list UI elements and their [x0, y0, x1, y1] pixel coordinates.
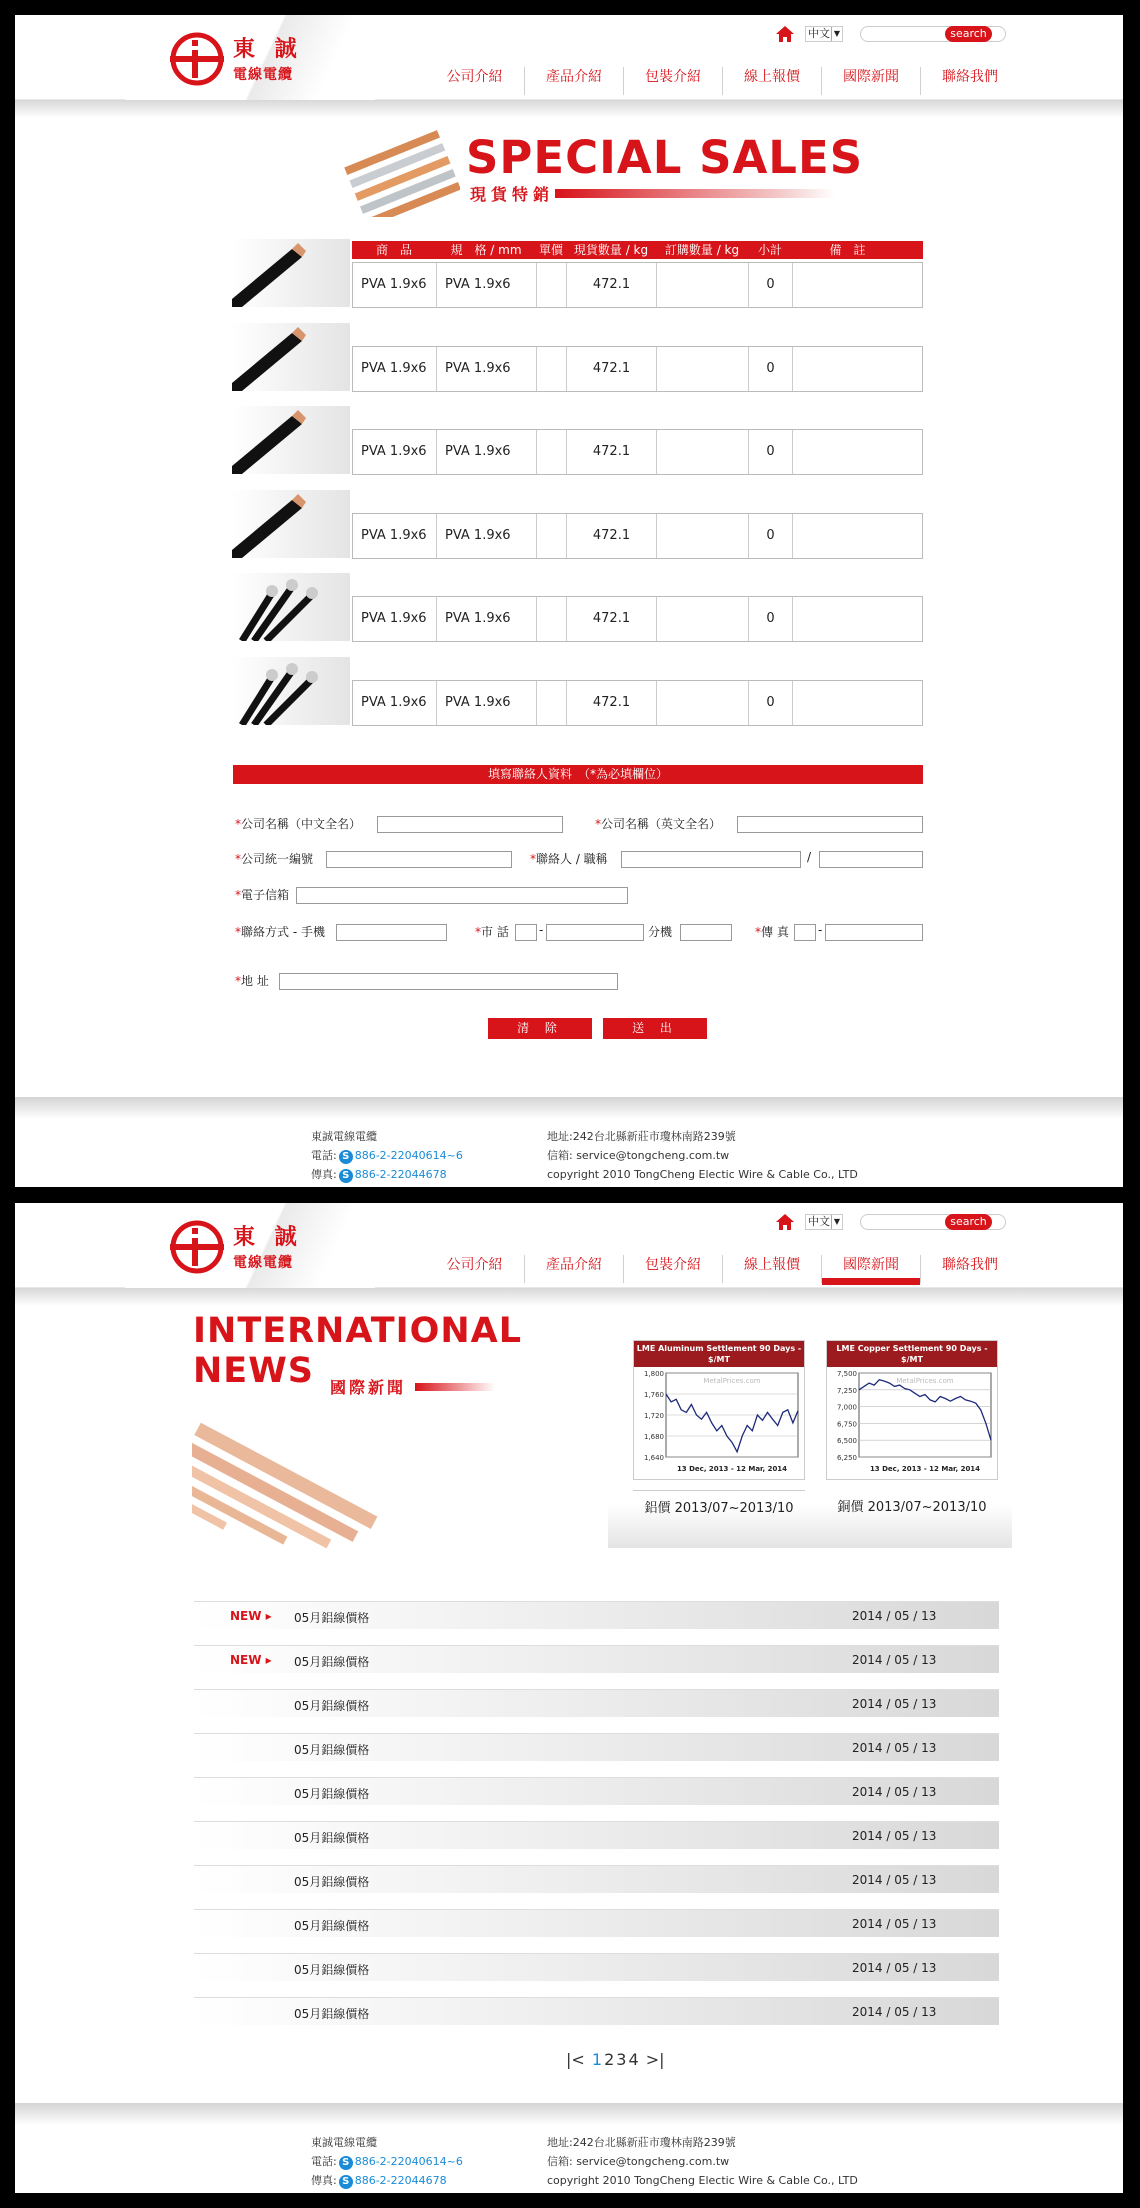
nav-contact[interactable]: 聯絡我們	[920, 1255, 1019, 1283]
pager-page-2[interactable]: 2	[604, 2050, 615, 2069]
cell-product: PVA 1.9x6	[353, 430, 437, 474]
footer-contact	[311, 2133, 463, 2190]
cell-stock: 472.1	[567, 597, 657, 641]
label-company-en	[595, 815, 721, 832]
product-row	[352, 680, 923, 726]
site-header	[15, 15, 1123, 100]
y-tick-label: 6,750	[836, 1420, 857, 1429]
copper-chart[interactable]	[826, 1340, 998, 1480]
nav-news[interactable]: 國際新聞	[821, 1255, 920, 1283]
footer-fax-line	[311, 1165, 463, 1184]
required-mark: *	[755, 925, 761, 939]
main-nav	[425, 1255, 1019, 1283]
news-item-title[interactable]: 05月鋁線價格	[294, 1655, 370, 1669]
company-cn-input[interactable]	[377, 816, 563, 833]
plot-area	[859, 1373, 991, 1457]
site-footer	[15, 1097, 1123, 1187]
x-range-label: 13 Dec, 2013 - 12 Mar, 2014	[869, 1465, 981, 1473]
required-mark: *	[595, 817, 601, 831]
brand-small: 電線電纜	[233, 1255, 293, 1271]
company-en-input[interactable]	[737, 816, 923, 833]
language-select[interactable]	[805, 1214, 843, 1230]
chevron-down-icon: ▼	[831, 1215, 840, 1229]
footer-tel[interactable]: 886-2-22040614~6	[354, 1149, 463, 1162]
main-nav	[425, 67, 1019, 95]
col-product: 商 品	[375, 243, 412, 257]
news-item[interactable]	[194, 1909, 999, 1937]
flat-wire-thumb	[232, 239, 350, 307]
news-item-title[interactable]: 05月鋁線價格	[294, 1787, 370, 1801]
label-email	[235, 886, 289, 903]
label-text: 公司名稱（中文全名）	[241, 817, 362, 831]
fax-number-input[interactable]	[825, 924, 923, 941]
cell-spec: PVA 1.9x6	[437, 263, 537, 307]
label-contact	[530, 850, 608, 867]
label-company-cn	[235, 815, 361, 832]
news-item-title[interactable]: 05月鋁線價格	[294, 1611, 370, 1625]
footer-shadow	[15, 2103, 1123, 2125]
label-text: 公司名稱（英文全名）	[601, 817, 722, 831]
nav-quote[interactable]: 線上報價	[722, 1255, 821, 1283]
footer-copyright: copyright 2010 TongCheng Electic Wire & Cable Co., LTD	[547, 1168, 858, 1181]
language-select[interactable]	[805, 26, 843, 42]
cell-subtotal: 0	[749, 514, 793, 558]
home-icon[interactable]	[775, 1212, 795, 1232]
news-item-date: 2014 / 05 / 13	[852, 1785, 937, 1799]
new-badge: NEW ▸	[230, 1609, 272, 1623]
required-mark: *	[530, 852, 536, 866]
news-item-date: 2014 / 05 / 13	[852, 1917, 937, 1931]
nav-company[interactable]: 公司介紹	[446, 69, 503, 85]
brand-small: 電線電纜	[233, 67, 293, 83]
news-item-date: 2014 / 05 / 13	[852, 1961, 937, 1975]
footer-address: 地址:242台北縣新莊市瓊林南路239號	[547, 2136, 736, 2149]
language-value: 中文	[808, 27, 830, 40]
footer-address: 地址:242台北縣新莊市瓊林南路239號	[547, 1130, 736, 1143]
cell-product: PVA 1.9x6	[353, 681, 437, 725]
footer-company: 東誠電線電纜	[311, 2136, 377, 2149]
y-tick-label: 6,250	[836, 1454, 857, 1462]
cell-note	[793, 681, 904, 725]
col-subtotal: 小計	[757, 243, 782, 257]
y-tick-label: 1,680	[643, 1433, 664, 1441]
contact-title-input[interactable]	[819, 851, 923, 868]
sales-title: SPECIAL SALES	[466, 131, 864, 184]
chart-header: LME Copper Settlement 90 Days - $/MT	[827, 1341, 997, 1367]
chevron-down-icon: ▼	[831, 27, 840, 41]
pager-page-1[interactable]: 1	[591, 2050, 603, 2069]
clear-button[interactable]: 清 除	[488, 1018, 592, 1039]
cell-subtotal: 0	[749, 263, 793, 307]
copper-line-chart	[827, 1367, 997, 1479]
fax-area-input[interactable]	[794, 924, 816, 941]
y-tick-label: 7,250	[836, 1386, 857, 1395]
new-badge: NEW ▸	[230, 1653, 272, 1667]
cell-note	[793, 514, 904, 558]
label-text: 公司統一編號	[241, 852, 314, 866]
order-qty-input[interactable]	[657, 681, 749, 725]
y-tick-label: 1,720	[643, 1412, 664, 1420]
tel-ext-input[interactable]	[680, 924, 732, 941]
brand-big: 東 誠	[233, 36, 303, 62]
label-text: 聯絡方式 - 手機	[241, 925, 325, 939]
news-item-title[interactable]: 05月鋁線價格	[294, 1743, 370, 1757]
y-tick-label: 7,500	[836, 1370, 857, 1378]
contact-name-input[interactable]	[621, 851, 801, 868]
news-item-title[interactable]: 05月鋁線價格	[294, 2007, 370, 2021]
footer-fax-label: 傳真:	[311, 1168, 337, 1181]
y-tick-label: 7,000	[836, 1403, 857, 1412]
news-item-title[interactable]: 05月鋁線價格	[294, 1919, 370, 1933]
news-item-date: 2014 / 05 / 13	[852, 2005, 937, 2019]
cell-stock: 472.1	[567, 514, 657, 558]
cell-product: PVA 1.9x6	[353, 263, 437, 307]
order-qty-input[interactable]	[657, 347, 749, 391]
order-qty-input[interactable]	[657, 514, 749, 558]
label-text: 聯絡人 / 職稱	[536, 852, 608, 866]
footer-tel-label: 電話:	[311, 2155, 337, 2168]
x-range-label: 13 Dec, 2013 - 12 Mar, 2014	[676, 1465, 788, 1473]
chart-watermark: MetalPrices.com	[896, 1377, 954, 1385]
news-item[interactable]	[194, 1645, 999, 1673]
label-tax-id	[235, 850, 313, 867]
site-footer	[15, 2103, 1123, 2193]
product-row	[352, 262, 923, 308]
footer-fax-label: 傳真:	[311, 2174, 337, 2187]
news-item[interactable]	[194, 1689, 999, 1717]
news-title-line1: INTERNATIONAL	[193, 1311, 523, 1351]
product-row	[352, 596, 923, 642]
footer-tel-line	[311, 2152, 463, 2171]
mobile-input[interactable]	[336, 924, 447, 941]
news-item[interactable]	[194, 1777, 999, 1805]
required-mark: *	[235, 925, 241, 939]
news-item-date: 2014 / 05 / 13	[852, 1873, 937, 1887]
required-mark: *	[475, 925, 481, 939]
label-text: 市 話	[481, 925, 509, 939]
cell-subtotal: 0	[749, 597, 793, 641]
news-item-title[interactable]: 05月鋁線價格	[294, 1963, 370, 1977]
cell-note	[793, 263, 904, 307]
aluminum-caption: 鋁價 2013/07~2013/10	[633, 1490, 805, 1516]
header-shadow	[15, 100, 1123, 118]
footer-tel-label: 電話:	[311, 1149, 337, 1162]
footer-fax-line	[311, 2171, 463, 2190]
language-value: 中文	[808, 1215, 830, 1228]
order-qty-input[interactable]	[657, 597, 749, 641]
flat-wire-thumb	[232, 323, 350, 391]
footer-fax[interactable]: 886-2-22044678	[354, 2174, 447, 2187]
dash-separator: -	[539, 923, 544, 937]
footer-tel[interactable]: 886-2-22040614~6	[354, 2155, 463, 2168]
product-row	[352, 429, 923, 475]
col-price: 單價	[538, 243, 563, 257]
cell-price	[537, 597, 567, 641]
col-order: 訂購數量 / kg	[664, 243, 740, 257]
cell-price	[537, 263, 567, 307]
cell-price	[537, 347, 567, 391]
footer-contact	[311, 1127, 463, 1184]
nav-company[interactable]: 公司介紹	[446, 1257, 503, 1273]
news-item[interactable]	[194, 1733, 999, 1761]
pager-page-3[interactable]: 3	[616, 2050, 627, 2069]
slash-separator: /	[807, 850, 812, 864]
submit-button[interactable]: 送 出	[603, 1018, 707, 1039]
footer-fax[interactable]: 886-2-22044678	[354, 1168, 447, 1181]
cell-stock: 472.1	[567, 430, 657, 474]
title-underline	[555, 189, 835, 198]
cell-price	[537, 681, 567, 725]
cell-stock: 472.1	[567, 347, 657, 391]
cell-spec: PVA 1.9x6	[437, 597, 537, 641]
y-tick-label: 1,800	[643, 1370, 664, 1378]
special-sales-page	[15, 15, 1123, 1187]
news-subtitle: 國際新聞	[330, 1378, 407, 1397]
news-title-line2: NEWS	[193, 1351, 315, 1391]
news-item-date: 2014 / 05 / 13	[852, 1609, 937, 1623]
news-item[interactable]	[194, 1821, 999, 1849]
cell-spec: PVA 1.9x6	[437, 430, 537, 474]
col-note: 備 註	[829, 243, 866, 257]
skype-icon: S	[339, 1150, 353, 1164]
nav-packaging[interactable]: 包裝介紹	[623, 67, 722, 95]
skype-icon: S	[339, 2175, 353, 2189]
footer-email[interactable]: 信箱: service@tongcheng.com.tw	[547, 2155, 730, 2168]
cell-subtotal: 0	[749, 430, 793, 474]
brand-name	[233, 1220, 303, 1272]
footer-email[interactable]: 信箱: service@tongcheng.com.tw	[547, 1149, 730, 1162]
footer-tel-line	[311, 1146, 463, 1165]
cell-product: PVA 1.9x6	[353, 597, 437, 641]
aluminum-line-chart	[634, 1367, 804, 1479]
email-input[interactable]	[296, 887, 628, 904]
footer-copyright: copyright 2010 TongCheng Electic Wire & Cable Co., LTD	[547, 2174, 858, 2187]
news-item[interactable]	[194, 1953, 999, 1981]
nav-quote[interactable]: 線上報價	[722, 67, 821, 95]
y-tick-label: 1,760	[643, 1391, 664, 1399]
label-ext: 分機	[648, 925, 673, 939]
news-item-title[interactable]: 05月鋁線價格	[294, 1831, 370, 1845]
label-mobile	[235, 923, 325, 940]
home-icon[interactable]	[775, 24, 795, 44]
label-address	[235, 972, 269, 989]
search-button[interactable]: search	[945, 26, 992, 42]
aluminum-chart[interactable]	[633, 1340, 805, 1480]
brand-name	[233, 32, 303, 84]
round-wire-thumb	[232, 657, 350, 725]
brand-big: 東 誠	[233, 1224, 303, 1250]
round-wire-thumb	[232, 573, 350, 641]
copper-caption: 銅價 2013/07~2013/10	[837, 1500, 987, 1515]
pager-last[interactable]: >|	[645, 2050, 665, 2069]
pager-first[interactable]: |<	[566, 2050, 585, 2069]
title-underline	[415, 1383, 495, 1391]
cell-spec: PVA 1.9x6	[437, 681, 537, 725]
cell-product: PVA 1.9x6	[353, 514, 437, 558]
footer-company: 東誠電線電纜	[311, 1130, 377, 1143]
news-item[interactable]	[194, 1865, 999, 1893]
footer-info	[547, 2133, 858, 2190]
cell-note	[793, 597, 904, 641]
pagination	[565, 2050, 666, 2069]
cell-subtotal: 0	[749, 681, 793, 725]
chart-header: LME Aluminum Settlement 90 Days - $/MT	[634, 1341, 804, 1367]
nav-news[interactable]: 國際新聞	[821, 67, 920, 95]
news-item-date: 2014 / 05 / 13	[852, 1741, 937, 1755]
nav-products[interactable]: 產品介紹	[524, 67, 623, 95]
product-table-header	[352, 241, 923, 259]
col-spec: 規 格 / mm	[450, 243, 522, 257]
cell-spec: PVA 1.9x6	[437, 514, 537, 558]
news-item-title[interactable]: 05月鋁線價格	[294, 1875, 370, 1889]
tel-area-input[interactable]	[515, 924, 537, 941]
flat-wire-thumb	[232, 490, 350, 558]
product-row	[352, 346, 923, 392]
cell-product: PVA 1.9x6	[353, 347, 437, 391]
copper-bars-image	[192, 1418, 397, 1573]
copper-bars-image	[340, 127, 460, 217]
label-text: 電子信箱	[241, 888, 290, 902]
required-mark: *	[235, 974, 241, 988]
label-text: 地 址	[241, 974, 269, 988]
site-header	[15, 1203, 1123, 1288]
nav-products[interactable]: 產品介紹	[524, 1255, 623, 1283]
footer-info	[547, 1127, 858, 1184]
sales-subtitle: 現貨特銷	[470, 185, 555, 204]
skype-icon: S	[339, 2156, 353, 2170]
flat-wire-thumb	[232, 406, 350, 474]
order-qty-input[interactable]	[657, 430, 749, 474]
metal-price-charts	[608, 1328, 1012, 1548]
order-qty-input[interactable]	[657, 263, 749, 307]
label-fax	[755, 923, 789, 940]
label-tel	[475, 923, 509, 940]
tax-id-input[interactable]	[326, 851, 512, 868]
cell-stock: 472.1	[567, 681, 657, 725]
contact-form-title: 填寫聯絡人資料 （*為必填欄位）	[233, 765, 923, 784]
y-tick-label: 6,500	[836, 1437, 857, 1446]
footer-shadow	[15, 1097, 1123, 1119]
logo-icon[interactable]	[168, 1218, 226, 1276]
news-item-date: 2014 / 05 / 13	[852, 1697, 937, 1711]
col-stock: 現貨數量 / kg	[573, 243, 649, 257]
news-item-title[interactable]: 05月鋁線價格	[294, 1699, 370, 1713]
chart-watermark: MetalPrices.com	[703, 1377, 761, 1385]
international-news-page	[15, 1203, 1123, 2193]
logo-icon[interactable]	[168, 30, 226, 88]
cell-price	[537, 514, 567, 558]
cell-note	[793, 347, 904, 391]
news-item[interactable]	[194, 1997, 999, 2025]
cell-spec: PVA 1.9x6	[437, 347, 537, 391]
tel-number-input[interactable]	[546, 924, 644, 941]
news-item[interactable]	[194, 1601, 999, 1629]
address-input[interactable]	[279, 973, 618, 990]
dash-separator: -	[818, 923, 823, 937]
header-shadow	[15, 1288, 1123, 1306]
required-mark: *	[235, 817, 241, 831]
news-item-date: 2014 / 05 / 13	[852, 1653, 937, 1667]
required-mark: *	[235, 852, 241, 866]
pager-page-4[interactable]: 4	[628, 2050, 639, 2069]
skype-icon: S	[339, 1169, 353, 1183]
y-tick-label: 1,640	[643, 1454, 664, 1462]
nav-packaging[interactable]: 包裝介紹	[623, 1255, 722, 1283]
news-item-date: 2014 / 05 / 13	[852, 1829, 937, 1843]
search-button[interactable]: search	[945, 1214, 992, 1230]
cell-note	[793, 430, 904, 474]
nav-contact[interactable]: 聯絡我們	[920, 67, 1019, 95]
product-row	[352, 513, 923, 559]
label-text: 傳 真	[761, 925, 789, 939]
cell-subtotal: 0	[749, 347, 793, 391]
cell-price	[537, 430, 567, 474]
required-mark: *	[235, 888, 241, 902]
cell-stock: 472.1	[567, 263, 657, 307]
